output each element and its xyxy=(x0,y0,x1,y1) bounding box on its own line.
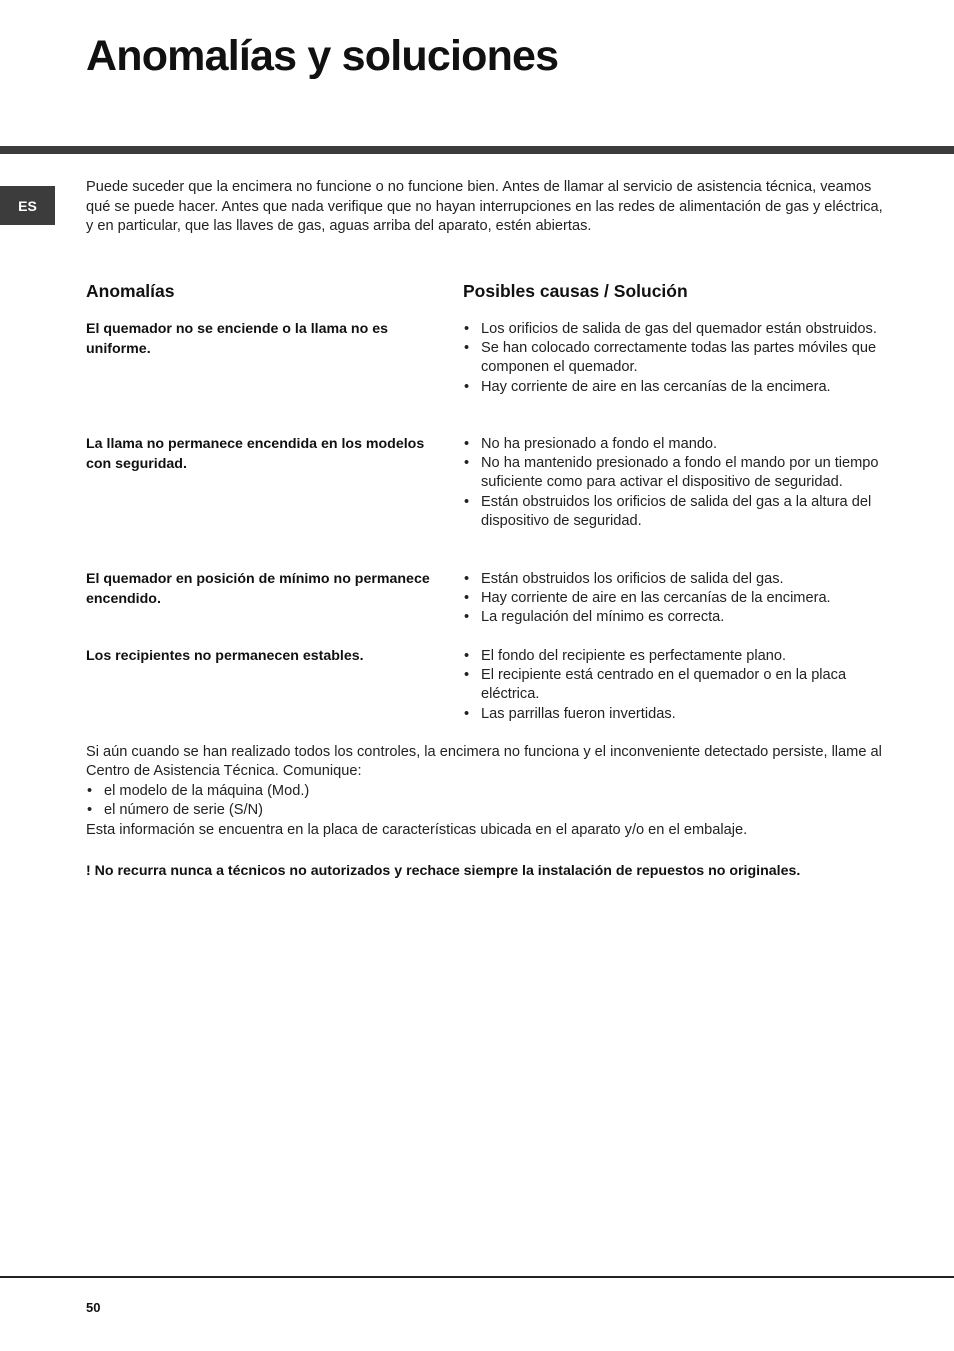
warning-text: ! No recurra nunca a técnicos no autorizados y rechace siempre la instalación de repuestos no originales. xyxy=(86,863,801,879)
language-tab: ES xyxy=(0,186,55,225)
causes-list xyxy=(463,320,893,397)
intro-paragraph: Puede suceder que la encimera no funcione o no funcione bien. Antes de llamar al servicio de asistencia técnica, veamos qué se puede hacer. Antes que nada verifique que no hayan interrupciones en las redes de alimentación de gas y eléctrica, y en particular, que las llaves de gas, aguas arriba del aparato, estén abiertas. xyxy=(86,179,883,235)
cause-item: • El fondo del recipiente es perfectamente plano. xyxy=(463,647,893,666)
cause-item: • No ha mantenido presionado a fondo el mando por un tiempo suficiente como para activar el dispositivo de seguridad. xyxy=(463,454,893,492)
anomaly-text: El quemador en posición de mínimo no permanece encendido. xyxy=(86,571,430,607)
cause-item: • Las parrillas fueron invertidas. xyxy=(463,705,893,724)
cause-item: • Hay corriente de aire en las cercanías de la encimera. xyxy=(463,378,893,397)
closing-text: Si aún cuando se han realizado todos los controles, la encimera no funciona y el inconveniente detectado persiste, llame al Centro de Asistencia Técnica. Comunique: xyxy=(86,744,882,780)
header-rule xyxy=(0,146,954,154)
cause-item: • Están obstruidos los orificios de salida del gas. xyxy=(463,570,893,589)
causes-column-heading: Posibles causas / Solución xyxy=(463,281,688,301)
closing-section xyxy=(86,743,896,840)
page-number: 50 xyxy=(86,1300,101,1315)
causes-list xyxy=(463,570,893,628)
info-list xyxy=(86,782,896,821)
cause-item: • Los orificios de salida de gas del quemador están obstruidos. xyxy=(463,320,893,339)
anomaly-text: El quemador no se enciende o la llama no es uniforme. xyxy=(86,321,388,357)
cause-item: • El recipiente está centrado en el quemador o en la placa eléctrica. xyxy=(463,666,893,704)
anomalies-column-heading: Anomalías xyxy=(86,281,175,301)
causes-list xyxy=(463,435,893,531)
cause-item: • La regulación del mínimo es correcta. xyxy=(463,608,893,627)
cause-item: • Están obstruidos los orificios de salida del gas a la altura del dispositivo de seguridad. xyxy=(463,493,893,531)
cause-item: • No ha presionado a fondo el mando. xyxy=(463,435,893,454)
cause-item: • Hay corriente de aire en las cercanías de la encimera. xyxy=(463,589,893,608)
causes-list xyxy=(463,647,893,724)
anomaly-text: La llama no permanece encendida en los modelos con seguridad. xyxy=(86,436,425,472)
footer-rule xyxy=(0,1276,954,1278)
info-item: • el número de serie (S/N) xyxy=(86,801,896,820)
cause-item: • Se han colocado correctamente todas las partes móviles que componen el quemador. xyxy=(463,339,893,377)
info-item: • el modelo de la máquina (Mod.) xyxy=(86,782,896,801)
anomaly-text: Los recipientes no permanecen estables. xyxy=(86,648,364,664)
closing-note: Esta información se encuentra en la placa de características ubicada en el aparato y/o en el embalaje. xyxy=(86,821,748,838)
page-title: Anomalías y soluciones xyxy=(86,32,559,80)
